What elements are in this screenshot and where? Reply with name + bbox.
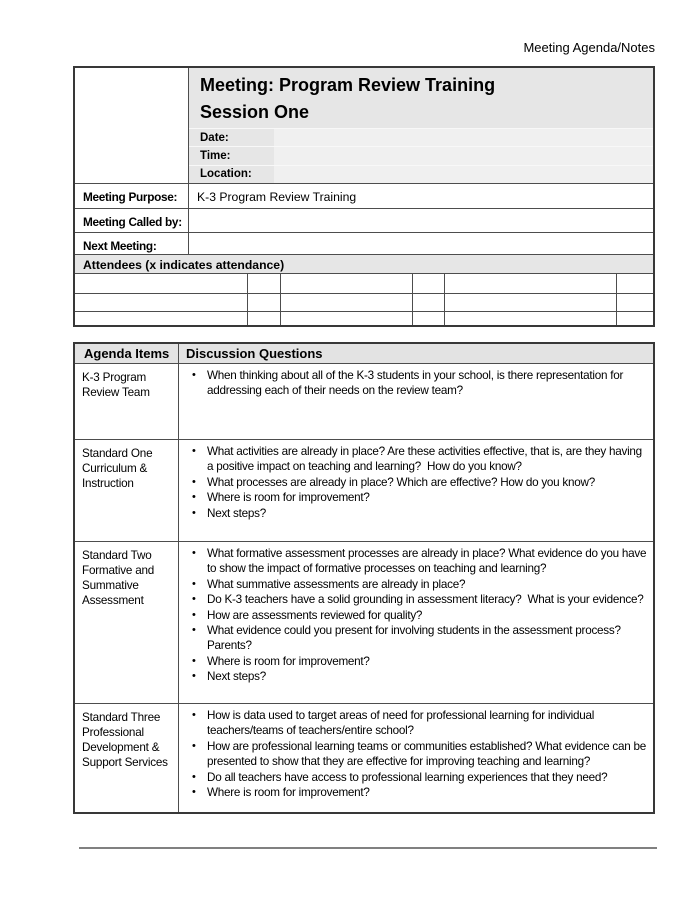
attendee-name-cell[interactable]: [445, 274, 616, 293]
bullet-icon: •: [192, 577, 196, 590]
next-meeting-row: [75, 233, 653, 255]
agenda-items-header: Agenda Items: [75, 344, 179, 363]
discussion-question: [179, 654, 649, 669]
discussion-question: [179, 739, 649, 770]
discussion-question: [179, 506, 649, 521]
question-text: What summative assessments are already in place?: [207, 577, 466, 591]
meeting-info-table: [73, 66, 655, 327]
question-text: What formative assessment processes are already in place? What evidence do you have to show the impact of formative processes on teaching and learning?: [207, 547, 650, 576]
agenda-row-standard-three: [75, 704, 653, 812]
meeting-title-cell: [189, 68, 653, 183]
meeting-called-by-value[interactable]: [189, 209, 653, 232]
meeting-called-by-row: [75, 209, 653, 233]
question-text: Do all teachers have access to professional learning experiences that they need?: [207, 770, 608, 784]
attendance-mark-cell[interactable]: [617, 294, 653, 311]
attendance-mark-cell[interactable]: [413, 294, 446, 311]
agenda-row-review-team: [75, 364, 653, 440]
question-text: When thinking about all of the K-3 students in your school, is there representation for addressing each of their needs on the review team?: [207, 369, 627, 398]
time-label: Time:: [200, 149, 231, 162]
attendee-name-cell[interactable]: [281, 274, 413, 293]
attendee-name-cell[interactable]: [75, 274, 248, 293]
question-text: How are professional learning teams or communities established? What evidence can be presented to show that they are effective for improving teaching and learning?: [207, 739, 649, 769]
meeting-called-by-label: Meeting Called by:: [75, 209, 189, 232]
discussion-questions-cell: [179, 440, 653, 541]
bullet-icon: •: [192, 624, 196, 637]
bullet-icon: •: [192, 506, 196, 519]
attendance-mark-cell[interactable]: [248, 294, 281, 311]
question-text: What evidence could you present for involving students in the assessment process? Parents?: [207, 624, 624, 653]
location-value-field[interactable]: [274, 166, 653, 183]
question-text: How is data used to target areas of need for professional learning for individual teachers/teams of teachers/entire school?: [207, 709, 598, 738]
footer-rule: [79, 847, 657, 849]
meeting-title-line1: Meeting: Program Review Training: [200, 75, 496, 95]
attendee-name-cell[interactable]: [281, 312, 413, 325]
next-meeting-value[interactable]: [189, 233, 653, 254]
meeting-purpose-value[interactable]: K-3 Program Review Training: [197, 190, 357, 204]
discussion-question: [179, 368, 649, 399]
bullet-icon: •: [192, 786, 196, 799]
question-text: Where is room for improvement?: [207, 654, 370, 668]
attendee-row: [75, 312, 653, 325]
discussion-questions-header: Discussion Questions: [186, 346, 323, 361]
agenda-row-standard-two: [75, 542, 653, 704]
discussion-question: [179, 785, 649, 800]
discussion-question: [179, 546, 649, 577]
bullet-icon: •: [192, 608, 196, 621]
attendance-mark-cell[interactable]: [617, 312, 653, 325]
discussion-question: [179, 592, 649, 607]
bullet-icon: •: [192, 770, 196, 783]
discussion-questions-cell: [179, 704, 653, 812]
meeting-purpose-label: Meeting Purpose:: [75, 184, 189, 208]
date-row: [189, 128, 653, 146]
doc-title-label: Meeting Agenda/Notes: [523, 40, 655, 55]
question-text: How are assessments reviewed for quality?: [207, 608, 423, 622]
discussion-question: [179, 490, 649, 505]
attendees-header: Attendees (x indicates attendance): [75, 255, 653, 274]
question-text: Next steps?: [207, 506, 266, 520]
question-text: Do K-3 teachers have a solid grounding in assessment literacy? What is your evidence?: [207, 593, 644, 607]
attendance-mark-cell[interactable]: [248, 274, 281, 293]
discussion-question: [179, 444, 649, 475]
attendee-name-cell[interactable]: [75, 294, 248, 311]
bullet-icon: •: [192, 739, 196, 752]
attendee-name-cell[interactable]: [75, 312, 248, 325]
discussion-question: [179, 475, 649, 490]
bullet-icon: •: [192, 670, 196, 683]
bullet-icon: •: [192, 593, 196, 606]
agenda-row-standard-one: [75, 440, 653, 542]
meeting-purpose-row: [75, 184, 653, 209]
bullet-icon: •: [192, 654, 196, 667]
bullet-icon: •: [192, 475, 196, 488]
agenda-item-cell: Standard One Curriculum & Instruction: [75, 440, 179, 541]
bullet-icon: •: [192, 445, 196, 457]
time-row: [189, 146, 653, 164]
next-meeting-label: Next Meeting:: [75, 233, 189, 254]
discussion-questions-cell: [179, 364, 653, 439]
discussion-question: [179, 623, 649, 654]
location-label: Location:: [200, 168, 252, 181]
bullet-icon: •: [192, 547, 196, 559]
agenda-item-cell: Standard Three Professional Development & Support Services: [75, 704, 179, 812]
discussion-question: [179, 770, 649, 785]
attendee-name-cell[interactable]: [281, 294, 413, 311]
question-text: Where is room for improvement?: [207, 491, 370, 505]
agenda-table: [73, 342, 655, 814]
bullet-icon: •: [192, 491, 196, 504]
time-value-field[interactable]: [274, 147, 653, 164]
discussion-question: [179, 577, 649, 592]
bullet-icon: •: [192, 709, 196, 721]
agenda-item-cell: Standard Two Formative and Summative Assessment: [75, 542, 179, 703]
discussion-question: [179, 608, 649, 623]
meeting-title: [189, 68, 653, 128]
attendance-mark-cell[interactable]: [617, 274, 653, 293]
question-text: Next steps?: [207, 670, 266, 684]
attendance-mark-cell[interactable]: [413, 312, 446, 325]
discussion-question: [179, 708, 649, 739]
attendee-row: [75, 294, 653, 312]
agenda-item-cell: K-3 Program Review Team: [75, 364, 179, 439]
location-row: [189, 165, 653, 183]
date-value-field[interactable]: [274, 129, 653, 146]
meeting-header-row: [75, 68, 653, 184]
question-text: Where is room for improvement?: [207, 786, 370, 800]
attendee-name-cell[interactable]: [445, 294, 616, 311]
question-text: What processes are already in place? Which are effective? How do you know?: [207, 475, 595, 489]
attendee-row: [75, 274, 653, 294]
attendee-name-cell[interactable]: [445, 312, 616, 325]
bullet-icon: •: [192, 369, 196, 381]
date-label: Date:: [200, 131, 229, 144]
discussion-questions-cell: [179, 542, 653, 703]
attendance-mark-cell[interactable]: [413, 274, 446, 293]
attendance-mark-cell[interactable]: [248, 312, 281, 325]
question-text: What activities are already in place? Are these activities effective, that is, are they having a positive impact on teaching and learning? How do you know?: [207, 445, 645, 474]
agenda-table-header: [75, 344, 653, 364]
meeting-logo-cell[interactable]: [75, 68, 189, 183]
meeting-title-line2: Session One: [200, 102, 310, 122]
discussion-question: [179, 669, 649, 684]
